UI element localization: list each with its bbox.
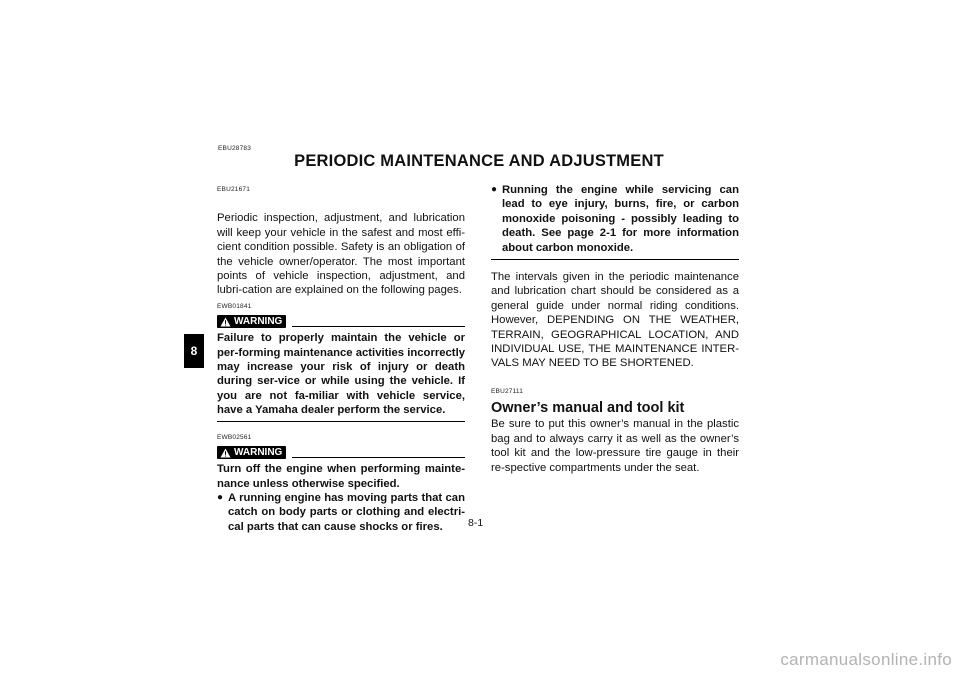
warning-bullet-text: Running the engine while servicing can lead to eye injury, burns, fire, or carbon monoxide poisoning - possibly leading to death. See page 2-1 for more information about carbon monoxide. [502,184,739,254]
warning-triangle-icon [220,448,231,458]
warning-header-rule-1 [292,326,465,327]
warning-end-rule-2 [491,259,739,260]
left-column [217,183,465,534]
warning-badge-2 [217,446,286,459]
intro-text: Periodic inspection, adjustment, and lubrication will keep your vehicle in the safest and most effi-cient condition possible. Safety is an obligation of the vehicle owner/operator. The most important points of vehicle inspection, adjustment, and lubri-cation are explained on the following pages. [217,212,465,297]
warning-label-2: WARNING [234,447,283,459]
bullet-dot-icon: ● [217,491,224,503]
list-item [491,183,739,255]
bullet-dot-icon: ● [491,184,498,195]
warning-block-1 [217,300,465,422]
intervals-text: The intervals given in the periodic maintenance and lubrication chart should be considered as a general guide under normal riding conditions. However, DEPENDING ON THE WEATHER, TERRAIN, GEOGRAPHICAL LOCATION, AND INDIVIDUAL USE, THE MAINTENANCE INTER-VALS MAY NEED TO BE SHORTENED. [491,271,739,370]
warning-text-2: Turn off the engine when performing mainte-nance unless otherwise specified. [217,463,465,490]
section-code: EBU28783 [218,145,252,152]
toolkit-code: EBU27111 [491,387,524,395]
page-number: 8-1 [468,517,484,529]
watermark: carmanualsonline.info [780,650,952,669]
toolkit-text: Be sure to put this owner’s manual in the plastic bag and to always carry it as well as the owner’s tool kit and the low-pressure tire gauge in their re-spective compartments under the seat. [491,418,739,474]
toolkit-heading: Owner’s manual and tool kit [491,400,685,417]
right-column [491,183,739,475]
warning-header-1 [217,315,465,328]
warning-label-1: WARNING [234,316,283,328]
list-item [217,491,465,534]
warning-text-1: Failure to properly maintain the vehicle or per-forming maintenance activities incorrectly may increase your risk of injury or death during ser-vice or while using the vehicle. If you are not fa-miliar with vehicle service, have a Yamaha dealer perform the service. [217,332,465,417]
warning-triangle-icon [220,317,231,327]
warning-header-2 [217,446,465,459]
warning-header-rule-2 [292,457,465,458]
page-title: PERIODIC MAINTENANCE AND ADJUSTMENT [294,152,664,170]
warning-end-rule-1 [217,421,465,422]
warning-bullet-text: A running engine has moving parts that can catch on body parts or clothing and electri-cal parts that can cause shocks or fires. [228,491,465,533]
chapter-tab: 8 [184,334,204,368]
warning-code-2: EWB02561 [217,433,252,441]
warning-badge-1 [217,315,286,328]
warning-code-1: EWB01841 [217,302,252,310]
warning-block-2 [217,431,465,534]
intro-code: EBU21671 [217,186,251,193]
